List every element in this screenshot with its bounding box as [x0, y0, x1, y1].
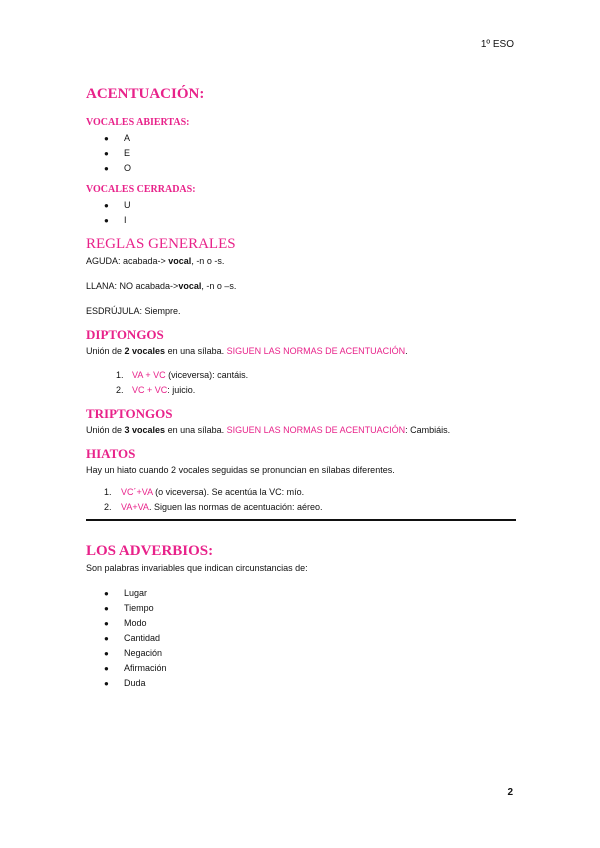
hiatos-list: [86, 485, 516, 515]
list-item: ● Cantidad: [86, 631, 516, 646]
hiatos-intro: Hay un hiato cuando 2 vocales seguidas se pronuncian en sílabas diferentes.: [86, 465, 395, 475]
list-item: 2. VC + VC: juicio.: [116, 385, 196, 395]
bullet-icon: ●: [104, 164, 109, 173]
regla-aguda: AGUDA: acabada-> vocal, -n o -s.: [86, 256, 225, 266]
regla-esdrujula: ESDRÚJULA: Siempre.: [86, 306, 181, 316]
vocales-cerradas-title: VOCALES CERRADAS:: [86, 184, 196, 195]
list-item: ● U: [86, 198, 516, 213]
list-item: ● Afirmación: [86, 661, 516, 676]
list-item: ● A: [86, 131, 516, 146]
adverbios-intro: Son palabras invariables que indican circunstancias de:: [86, 563, 308, 573]
bullet-icon: ●: [104, 201, 109, 210]
list-item: 2. VA+VA. Siguen las normas de acentuación: aéreo.: [104, 502, 323, 512]
hiatos-title: HIATOS: [86, 446, 136, 461]
diptongos-list: [86, 368, 516, 398]
triptongos-intro: Unión de 3 vocales en una sílaba. SIGUEN LAS NORMAS DE ACENTUACIÓN: Cambiáis.: [86, 425, 451, 435]
bullet-icon: ●: [104, 664, 109, 673]
regla-llana: LLANA: NO acabada->vocal, -n o –s.: [86, 281, 237, 291]
list-item: ● Modo: [86, 616, 516, 631]
bullet-icon: ●: [104, 216, 109, 225]
adverbios-list: [86, 586, 516, 691]
triptongos-title: TRIPTONGOS: [86, 406, 173, 421]
reglas-generales-title: REGLAS GENERALES: [86, 236, 236, 252]
list-item: ● O: [86, 161, 516, 176]
vocales-cerradas-list: [86, 198, 516, 228]
vocales-abiertas-list: [86, 131, 516, 176]
header-course: 1º ESO: [480, 39, 514, 50]
acentuacion-title: ACENTUACIÓN:: [86, 86, 205, 102]
list-item: ● Lugar: [86, 586, 516, 601]
list-item: ● Tiempo: [86, 601, 516, 616]
page-number: 2: [507, 787, 513, 798]
list-item: ● Negación: [86, 646, 516, 661]
list-item: 1. VA + VC (viceversa): cantáis.: [116, 370, 249, 380]
diptongos-intro: Unión de 2 vocales en una sílaba. SIGUEN LAS NORMAS DE ACENTUACIÓN.: [86, 346, 408, 356]
list-item: ● Duda: [86, 676, 516, 691]
bullet-icon: ●: [104, 679, 109, 688]
bullet-icon: ●: [104, 634, 109, 643]
vocales-abiertas-title: VOCALES ABIERTAS:: [86, 117, 190, 128]
bullet-icon: ●: [104, 149, 109, 158]
list-item: ● E: [86, 146, 516, 161]
diptongos-title: DIPTONGOS: [86, 327, 164, 342]
list-item: 1. VC´+VA (o viceversa). Se acentúa la VC: mío.: [104, 487, 305, 497]
adverbios-title: LOS ADVERBIOS:: [86, 543, 214, 559]
bullet-icon: ●: [104, 619, 109, 628]
page-content: [86, 86, 516, 691]
bullet-icon: ●: [104, 134, 109, 143]
bullet-icon: ●: [104, 589, 109, 598]
bullet-icon: ●: [104, 604, 109, 613]
bullet-icon: ●: [104, 649, 109, 658]
list-item: ● I: [86, 213, 516, 228]
